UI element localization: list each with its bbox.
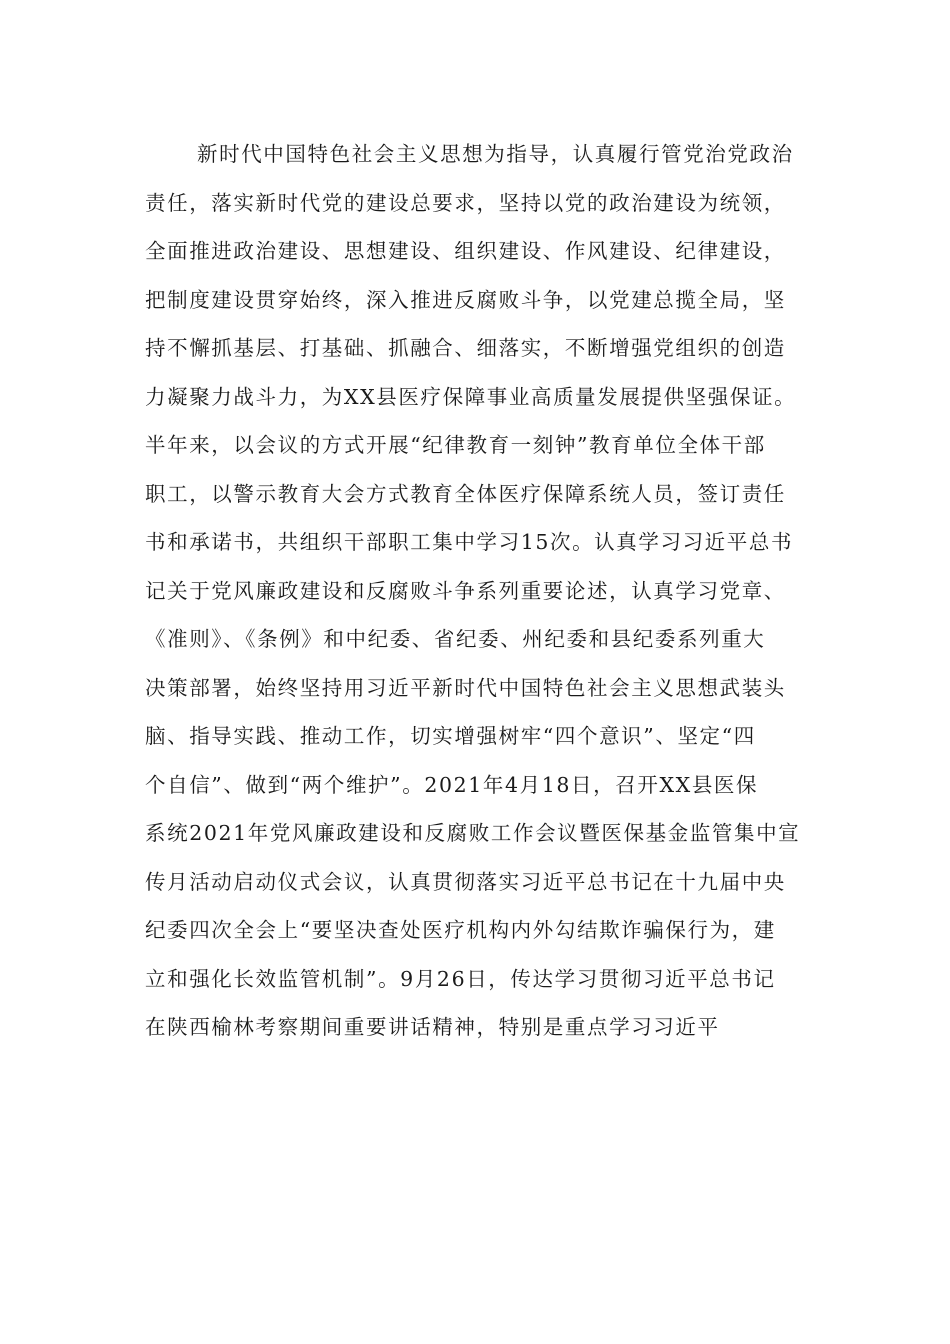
text-line-4: 把制度建设贯穿始终，深入推进反腐败斗争，以党建总揽全局，坚 — [145, 287, 786, 312]
text-line-6: 力凝聚力战斗力，为XX县医疗保障事业高质量发展提供坚强保证。 — [145, 384, 797, 409]
text-line-2: 责任，落实新时代党的建设总要求，坚持以党的政治建设为统领， — [145, 190, 786, 215]
text-line-7: 半年来，以会议的方式开展“纪律教育一刻钟”教育单位全体干部 — [145, 433, 766, 457]
text-line-9: 书和承诺书，共组织干部职工集中学习15次。认真学习习近平总书 — [145, 530, 794, 554]
text-line-15: 系统2021年党风廉政建设和反腐败工作会议暨医保基金监管集中宣 — [145, 821, 801, 845]
body-text — [145, 130, 805, 1052]
text-line-8: 职工，以警示教育大会方式教育全体医疗保障系统人员，签订责任 — [145, 481, 786, 506]
text-line-16: 传月活动启动仪式会议，认真贯彻落实习近平总书记在十九届中央 — [145, 869, 786, 894]
text-line-19: 在陕西榆林考察期间重要讲话精神，特别是重点学习习近平 — [145, 1015, 720, 1039]
text-line-10: 记关于党风廉政建设和反腐败斗争系列重要论述，认真学习党章、 — [145, 578, 786, 603]
text-line-18: 立和强化长效监管机制”。9月26日，传达学习贯彻习近平总书记 — [145, 966, 776, 991]
text-line-13: 脑、指导实践、推动工作，切实增强树牢“四个意识”、坚定“四 — [145, 724, 756, 748]
text-line-17: 纪委四次全会上“要坚决查处医疗机构内外勾结欺诈骗保行为，建 — [145, 918, 776, 942]
text-line-3: 全面推进政治建设、思想建设、组织建设、作风建设、纪律建设， — [145, 239, 786, 263]
text-line-1: 新时代中国特色社会主义思想为指导，认真履行管党治党政治 — [197, 142, 794, 166]
text-line-12: 决策部署，始终坚持用习近平新时代中国特色社会主义思想武装头 — [145, 675, 786, 700]
text-line-5: 持不懈抓基层、打基础、抓融合、细落实，不断增强党组织的创造 — [145, 336, 786, 360]
text-line-11: 《准则》、《条例》和中纪委、省纪委、州纪委和县纪委系列重大 — [145, 627, 766, 651]
text-line-14: 个自信”、做到“两个维护”。2021年4月18日，召开XX县医保 — [145, 772, 759, 797]
